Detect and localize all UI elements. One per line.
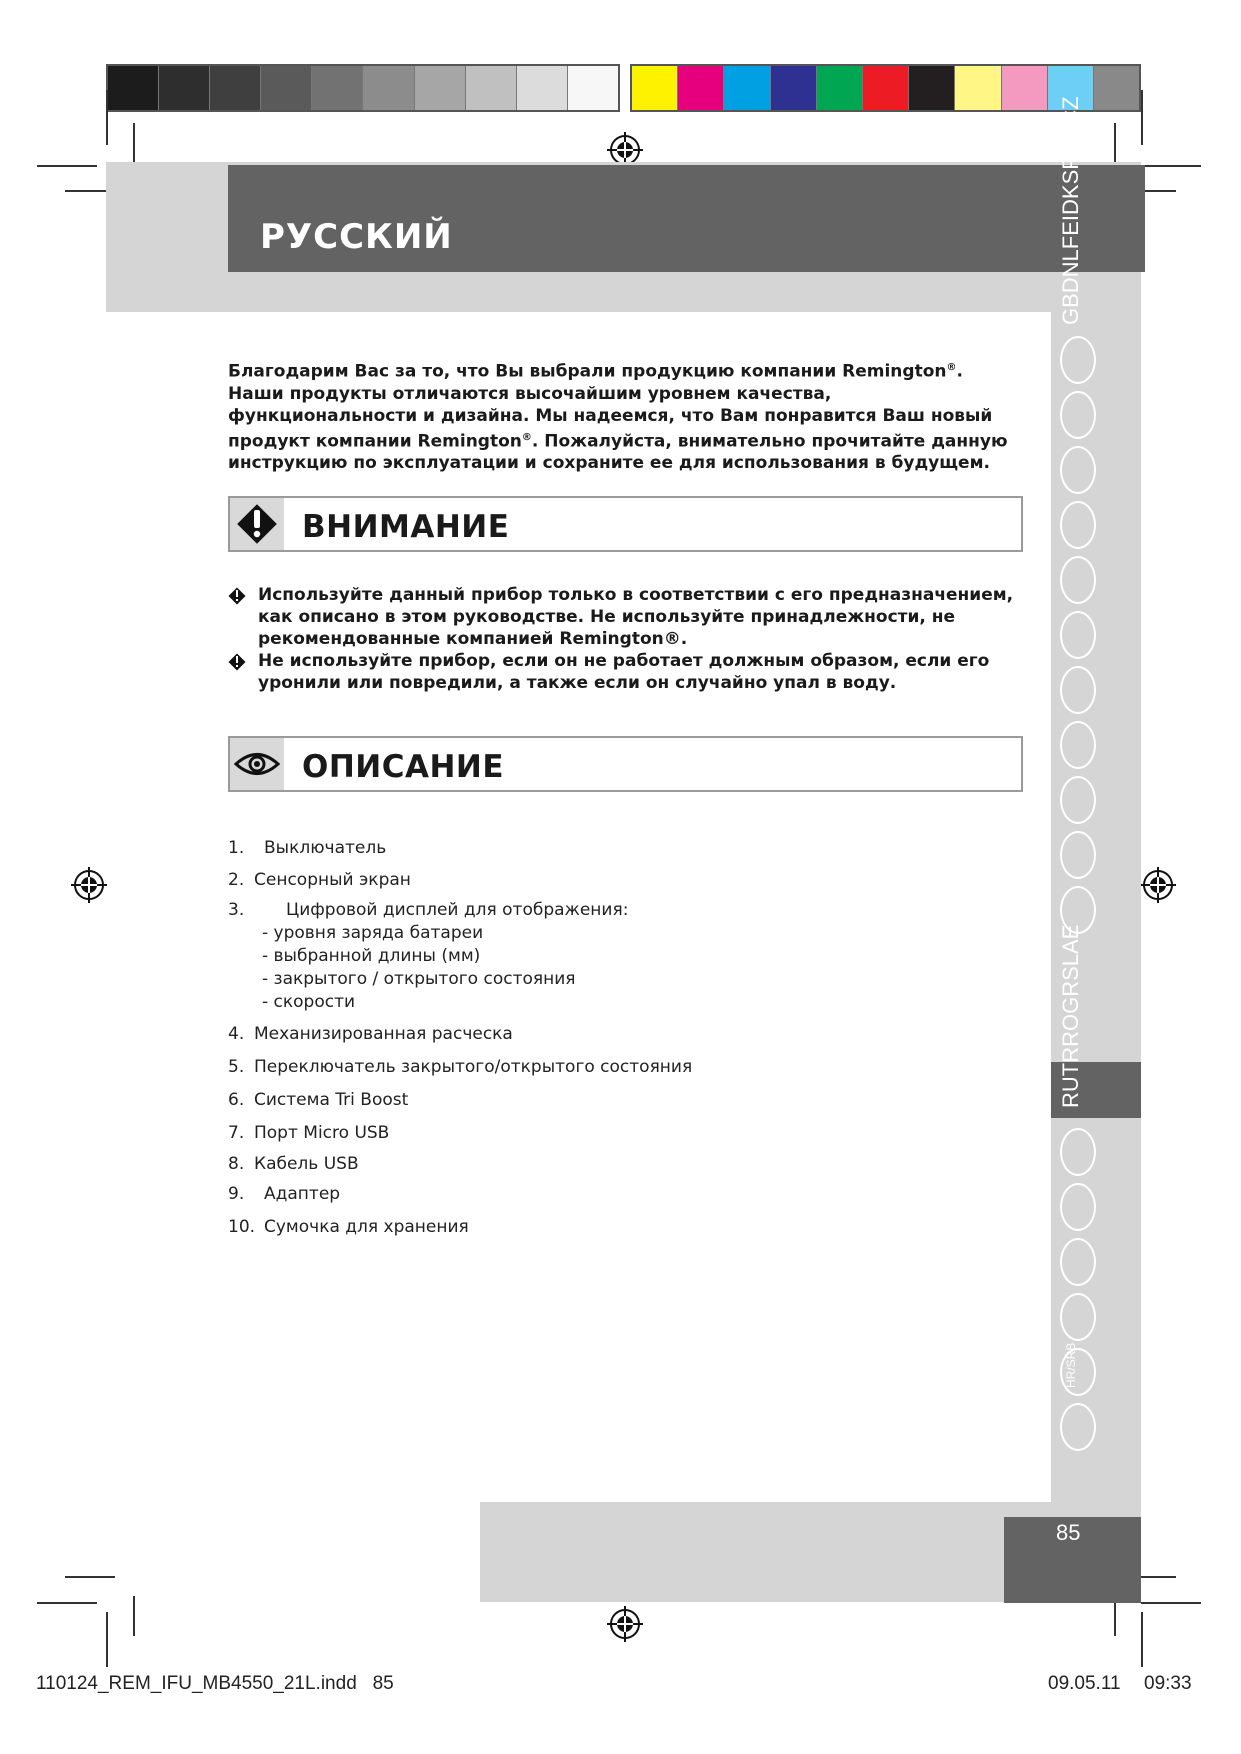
caution-item [228,650,1028,694]
language-circle [1060,556,1096,604]
item-number: 8. [228,1154,245,1174]
language-circle [1060,721,1096,769]
gray-swatch [517,66,568,110]
intro-paragraph [228,357,1018,474]
color-swatch [678,66,724,110]
item-label: Сумочка для хранения [264,1217,469,1237]
caution-item-text: Не используйте прибор, если он не работает должным образом, если его уронили или повредили, а также если он случайно упал в воду. [258,651,990,693]
gray-swatch [159,66,210,110]
color-swatch [909,66,955,110]
language-circle [1060,1293,1096,1341]
gray-swatch [108,66,159,110]
crop-mark [65,1576,115,1578]
item-number: 2. [228,870,245,890]
sub-item: - закрытого / открытого состояния [262,969,576,989]
language-circle [1060,666,1096,714]
crop-mark [37,165,97,167]
item-label: Выключатель [264,838,387,858]
intro-text-c: . Пожалуйста, внимательно прочитайте данную инструкцию по эксплуатации и сохраните ее для использования в будущем. [228,431,1008,474]
eye-icon [234,749,280,779]
language-circle [1060,501,1096,549]
gray-swatch [415,66,466,110]
item-number: 9. [228,1184,245,1204]
crop-mark [37,1602,97,1604]
item-number: 1. [228,838,245,858]
crop-mark [1141,1602,1201,1604]
language-circle [1060,1403,1096,1451]
item-label: Сенсорный экран [254,870,411,890]
intro-text-b: . Наши продукты отличаются высочайшим уровнем качества, функциональности и дизайна. Мы надеемся, что Вам понравится Ваш новый продукт компании Remington [228,361,993,452]
caution-item [228,584,1028,650]
registration-mark-icon [1138,865,1178,905]
intro-text-a: Благодарим Вас за то, что Вы выбрали продукцию компании Remington [228,361,947,382]
language-circle [1060,1183,1096,1231]
warning-diamond-icon [234,501,280,547]
gray-swatch [568,66,618,110]
color-swatch [724,66,770,110]
color-swatch [1094,66,1139,110]
color-swatch [771,66,817,110]
gray-swatch [466,66,517,110]
item-label: Порт Micro USB [254,1123,390,1143]
gray-swatch [261,66,312,110]
side-small-label: HR/SRB [1064,1342,1078,1388]
sub-item: - выбранной длины (мм) [262,946,481,966]
crop-mark [1141,165,1201,167]
caution-item-text: Используйте данный прибор только в соответствии с его предназначением, как описано в этом руководстве. Не используйте принадлежности, не рекомендованные компанией Remington®. [258,585,1014,649]
item-number: 10. [228,1217,256,1237]
language-circle [1060,446,1096,494]
item-number: 3. [228,900,245,920]
description-icon-cell [230,738,284,790]
item-number: 6. [228,1090,245,1110]
item-label: Адаптер [264,1184,341,1204]
gray-swatch [210,66,261,110]
warning-bullet-icon [228,587,246,605]
language-circle [1060,1128,1096,1176]
language-circle [1060,776,1096,824]
description-header [228,736,1023,792]
color-swatch [863,66,909,110]
caution-icon-cell [230,498,284,550]
language-circle [1060,336,1096,384]
warning-bullet-icon [228,653,246,671]
language-circle [1060,831,1096,879]
page-title: РУССКИЙ [260,217,453,257]
item-number: 7. [228,1123,245,1143]
grayscale-color-bar [106,64,620,112]
registered-mark: ® [521,431,532,443]
title-bar [228,165,1145,272]
item-label: Механизированная расческа [254,1024,513,1044]
registered-mark: ® [946,362,957,373]
color-swatch [955,66,1001,110]
item-label: Кабель USB [254,1154,359,1174]
color-swatch [1002,66,1048,110]
sub-item: - уровня заряда батареи [262,923,484,943]
side-language-label-top: GBDNLFEIDKSPSKCZ [1058,96,1083,325]
item-number: 5. [228,1057,245,1077]
language-circle [1060,611,1096,659]
caution-heading: ВНИМАНИЕ [302,509,510,545]
footer-date: 09.05.11 [1048,1673,1121,1694]
description-heading: ОПИСАНИЕ [302,749,505,785]
language-circle [1060,391,1096,439]
registration-mark-icon [69,865,109,905]
item-number: 4. [228,1024,245,1044]
page-number: 85 [1056,1520,1081,1545]
item-label: Переключатель закрытого/открытого состояния [254,1057,693,1077]
footer-file-info: 110124_REM_IFU_MB4550_21L.indd 85 [36,1673,394,1694]
crop-mark [1141,90,1143,145]
gray-swatch [312,66,363,110]
caution-header [228,496,1023,552]
language-circle [1060,1238,1096,1286]
crop-mark [106,1612,108,1667]
crop-mark [133,1596,135,1636]
crop-mark [106,90,108,145]
gray-swatch [363,66,414,110]
item-label: Система Tri Boost [254,1090,409,1110]
footer-time: 09:33 [1144,1673,1192,1694]
color-swatch [817,66,863,110]
side-language-label-bottom: RUTRROGRSLAE [1058,924,1083,1108]
crop-mark [1141,1612,1143,1667]
registration-mark-icon [605,1604,645,1644]
sub-item: - скорости [262,992,356,1012]
color-swatch [632,66,678,110]
item-label: Цифровой дисплей для отображения: [286,900,629,920]
